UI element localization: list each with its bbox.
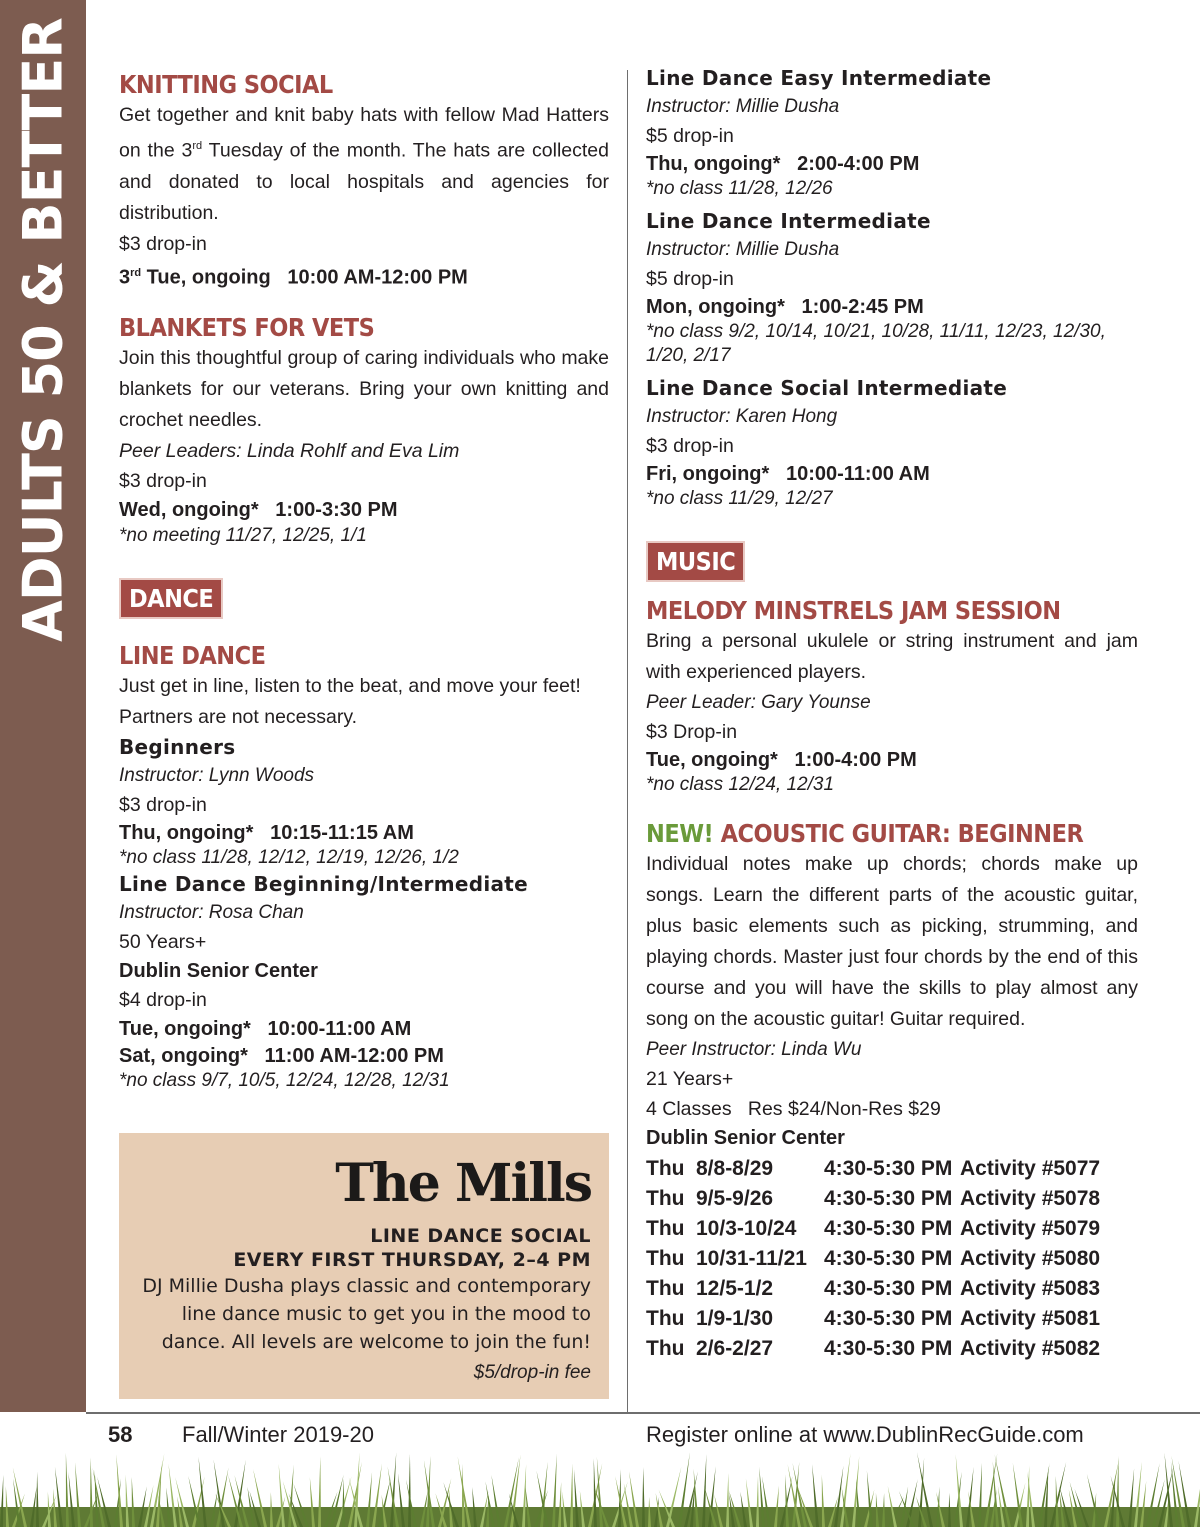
ad-title: The Mills xyxy=(335,1153,591,1214)
schedule-activity: Activity #5082 xyxy=(960,1337,1101,1360)
grass-blade xyxy=(726,1473,729,1527)
footer-register-link[interactable]: Register online at www.DublinRecGuide.com xyxy=(646,1422,1084,1447)
guitar-description: Individual notes make up chords; chords make up songs. Learn the different parts of the acoustic guitar, plus basic elements such as picking, strumming, and playing chords. Master just four chords by the end of this course and you will have the skills to play almost any song on the acoustic guitar! Guitar required. xyxy=(646,853,1138,1030)
easy-int-title: Line Dance Easy Intermediate xyxy=(646,66,992,90)
melody-leader: Peer Leader: Gary Younse xyxy=(646,692,871,713)
guitar-schedule-row xyxy=(646,1274,1100,1304)
schedule-dates: 10/3-10/24 xyxy=(696,1217,797,1240)
knitting-schedule: 3rd Tue, ongoing 10:00 AM-12:00 PM xyxy=(119,266,468,289)
social-int-note: *no class 11/29, 12/27 xyxy=(646,488,833,509)
schedule-activity: Activity #5081 xyxy=(960,1307,1101,1330)
beg-int-note: *no class 9/7, 10/5, 12/24, 12/28, 12/31 xyxy=(119,1070,450,1092)
guitar-schedule-row xyxy=(646,1244,1100,1274)
beginners-schedule: Thu, ongoing* 10:15-11:15 AM xyxy=(119,822,414,845)
beg-int-fee: $4 drop-in xyxy=(119,989,207,1012)
schedule-day: Thu xyxy=(646,1217,685,1240)
left-column xyxy=(119,64,609,1093)
guitar-schedule-row xyxy=(646,1214,1100,1244)
schedule-day: Thu xyxy=(646,1157,685,1180)
beginners-title: Beginners xyxy=(119,735,236,760)
schedule-activity: Activity #5079 xyxy=(960,1217,1101,1240)
intermediate-schedule: Mon, ongoing* 1:00-2:45 PM xyxy=(646,296,924,318)
line-dance-description: Just get in line, listen to the beat, and move your feet! Partners are not necessary. xyxy=(119,675,581,729)
intermediate-fee: $5 drop-in xyxy=(646,268,734,290)
line-dance-title: LINE DANCE xyxy=(119,641,266,671)
music-section-badge: MUSIC xyxy=(646,541,745,582)
easy-int-instructor: Instructor: Millie Dusha xyxy=(646,96,840,117)
guitar-schedule-row xyxy=(646,1154,1100,1184)
melody-title: MELODY MINSTRELS JAM SESSION xyxy=(646,596,1061,625)
melody-schedule: Tue, ongoing* 1:00-4:00 PM xyxy=(646,749,917,771)
beg-int-schedule-2: Sat, ongoing* 11:00 AM-12:00 PM xyxy=(119,1045,444,1068)
schedule-time: 4:30-5:30 PM xyxy=(824,1187,953,1210)
guitar-schedule-table xyxy=(646,1154,1100,1364)
column-divider xyxy=(627,70,628,1412)
schedule-time: 4:30-5:30 PM xyxy=(824,1247,953,1270)
grass-blade xyxy=(558,1482,561,1527)
guitar-schedule-row xyxy=(646,1334,1100,1364)
guitar-title: ACOUSTIC GUITAR: BEGINNER xyxy=(720,819,1084,848)
melody-note: *no class 12/24, 12/31 xyxy=(646,774,835,795)
blankets-description: Join this thoughtful group of caring individuals who make blankets for our veterans. Bring your own knitting and crochet needles. xyxy=(119,347,609,432)
grass-blade xyxy=(642,1467,645,1527)
schedule-activity: Activity #5078 xyxy=(960,1187,1101,1210)
section-sidebar-label: ADULTS 50 & BETTER xyxy=(11,18,75,642)
ad-subtitle-2: EVERY FIRST THURSDAY, 2–4 PM xyxy=(233,1249,591,1271)
schedule-day: Thu xyxy=(646,1187,685,1210)
blankets-note: *no meeting 11/27, 12/25, 1/1 xyxy=(119,525,367,547)
right-column xyxy=(646,64,1138,1364)
intermediate-note: *no class 9/2, 10/14, 10/21, 10/28, 11/11, 12/23, 12/30, 1/20, 2/17 xyxy=(646,321,1106,366)
easy-int-fee: $5 drop-in xyxy=(646,125,734,147)
schedule-time: 4:30-5:30 PM xyxy=(824,1337,953,1360)
beg-int-instructor: Instructor: Rosa Chan xyxy=(119,902,304,924)
intermediate-title: Line Dance Intermediate xyxy=(646,209,931,233)
grass-blade xyxy=(318,1456,321,1527)
ad-subtitle-1: LINE DANCE SOCIAL xyxy=(370,1225,591,1247)
schedule-dates: 9/5-9/26 xyxy=(696,1187,774,1210)
grass-blade xyxy=(756,1476,759,1527)
knitting-social-title: KNITTING SOCIAL xyxy=(119,70,333,99)
intermediate-instructor: Instructor: Millie Dusha xyxy=(646,239,840,260)
grass-blade xyxy=(36,1472,39,1527)
knitting-social-description: Get together and knit baby hats with fellow Mad Hatters on the 3rd Tuesday of the month. The hats are collected and donated to local hospitals and agencies for distribution. xyxy=(119,104,610,224)
schedule-activity: Activity #5083 xyxy=(960,1277,1101,1300)
guitar-age: 21 Years+ xyxy=(646,1068,734,1090)
social-int-schedule: Fri, ongoing* 10:00-11:00 AM xyxy=(646,463,930,485)
dance-section-badge: DANCE xyxy=(119,578,223,619)
guitar-title-line xyxy=(646,819,1138,849)
social-int-instructor: Instructor: Karen Hong xyxy=(646,406,838,427)
melody-fee: $3 Drop-in xyxy=(646,721,738,743)
schedule-day: Thu xyxy=(646,1247,685,1270)
beg-int-age: 50 Years+ xyxy=(119,931,207,954)
schedule-dates: 10/31-11/21 xyxy=(696,1247,807,1270)
schedule-day: Thu xyxy=(646,1277,685,1300)
schedule-dates: 1/9-1/30 xyxy=(696,1307,774,1330)
blankets-fee: $3 drop-in xyxy=(119,470,207,493)
schedule-time: 4:30-5:30 PM xyxy=(824,1157,953,1180)
new-label: NEW! xyxy=(646,819,714,848)
ad-fee: $5/drop-in fee xyxy=(473,1362,591,1383)
beg-int-schedule-1: Tue, ongoing* 10:00-11:00 AM xyxy=(119,1018,412,1041)
guitar-instructor: Peer Instructor: Linda Wu xyxy=(646,1039,862,1060)
guitar-schedule-row xyxy=(646,1184,1100,1214)
grass-blade xyxy=(570,1464,573,1527)
ad-body: DJ Millie Dusha plays classic and contemporary line dance music to get you in the mood to dance. All levels are welcome to join the fun! xyxy=(142,1275,591,1353)
schedule-time: 4:30-5:30 PM xyxy=(824,1277,953,1300)
beginners-instructor: Instructor: Lynn Woods xyxy=(119,765,315,787)
blankets-title: BLANKETS FOR VETS xyxy=(119,313,375,343)
page-number: 58 xyxy=(108,1422,133,1447)
easy-int-schedule: Thu, ongoing* 2:00-4:00 PM xyxy=(646,153,920,175)
schedule-day: Thu xyxy=(646,1307,685,1330)
beg-int-location: Dublin Senior Center xyxy=(119,960,318,983)
melody-description: Bring a personal ukulele or string instrument and jam with experienced players. xyxy=(646,630,1138,683)
section-sidebar xyxy=(0,0,86,1412)
grass-decoration xyxy=(0,1452,1200,1527)
schedule-activity: Activity #5077 xyxy=(960,1157,1101,1180)
beginners-note: *no class 11/28, 12/12, 12/19, 12/26, 1/2 xyxy=(119,847,459,869)
blankets-schedule: Wed, ongoing* 1:00-3:30 PM xyxy=(119,499,398,522)
the-mills-ad xyxy=(119,1133,609,1399)
footer-season: Fall/Winter 2019-20 xyxy=(182,1422,374,1447)
guitar-schedule-row xyxy=(646,1304,1100,1334)
grass-blade xyxy=(0,1475,3,1527)
schedule-dates: 2/6-2/27 xyxy=(696,1337,774,1360)
beg-int-title: Line Dance Beginning/Intermediate xyxy=(119,872,529,897)
schedule-activity: Activity #5080 xyxy=(960,1247,1101,1270)
grass-blade xyxy=(90,1457,93,1527)
grass-blade xyxy=(126,1475,129,1527)
footer-rule xyxy=(86,1412,1200,1414)
easy-int-note: *no class 11/28, 12/26 xyxy=(646,178,833,199)
social-int-fee: $3 drop-in xyxy=(646,435,734,457)
schedule-time: 4:30-5:30 PM xyxy=(824,1307,953,1330)
schedule-dates: 8/8-8/29 xyxy=(696,1157,774,1180)
guitar-fee: 4 Classes Res $24/Non-Res $29 xyxy=(646,1098,941,1120)
social-int-title: Line Dance Social Intermediate xyxy=(646,376,1008,400)
schedule-time: 4:30-5:30 PM xyxy=(824,1217,953,1240)
knitting-fee: $3 drop-in xyxy=(119,232,207,255)
beginners-fee: $3 drop-in xyxy=(119,794,207,817)
blankets-leaders: Peer Leaders: Linda Rohlf and Eva Lim xyxy=(119,440,460,463)
guitar-location: Dublin Senior Center xyxy=(646,1127,845,1149)
schedule-day: Thu xyxy=(646,1337,685,1360)
schedule-dates: 12/5-1/2 xyxy=(696,1277,774,1300)
